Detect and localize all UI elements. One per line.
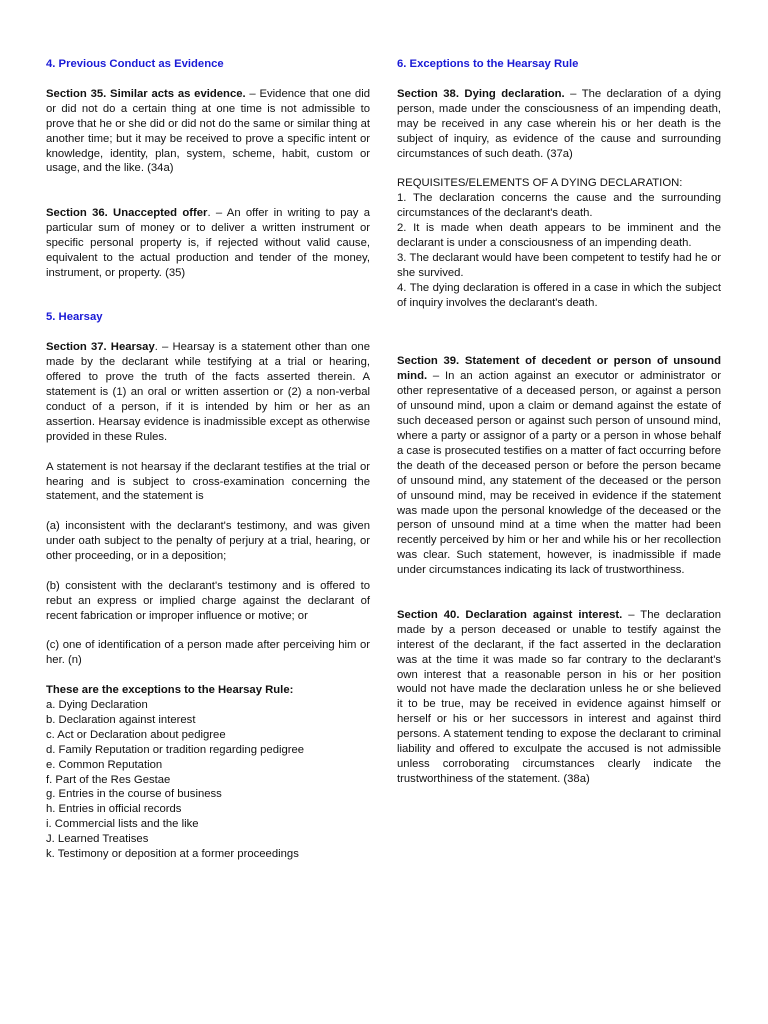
list-item: e. Common Reputation [46,758,163,771]
list-item: g. Entries in the course of business [46,788,222,801]
item-a: (a) inconsistent with the declarant's testimony, and was given under oath subject to the penalty of perjury at a trial, hearing, or other proceeding, or in a deposition; [46,520,370,563]
heading-exceptions: 6. Exceptions to the Hearsay Rule [397,58,579,70]
list-item: i. Commercial lists and the like [46,818,199,831]
section-39 [397,354,721,578]
section-39-text: – In an action against an executor or administrator or other representative of a deceased person, or against a person of unsound mind, upon a claim or demand against the estate of such deceased person or against such person of unsound mind, where a party or assignor of a party or a person in whose behalf a case is prosecuted testifies on a matter of fact occurring before the death of the deceased person or before the person became of unsound mind, any statement of the deceased or the person of unsound mind, may be received in evidence if the statement was made upon the personal knowledge of the deceased or the person of unsound mind at a time when the matter had been recently perceived by him or her and while his or her recollection was clear. Such statement, however, is inadmissible if made under circumstances indicating its lack of trustworthiness. [397,370,722,577]
section-39-title: Section 39. Statement of decedent or person of unsound mind. [397,355,721,383]
section-36-text: . – An offer in writing to pay a particular sum of money or to deliver a written instrument or specific personal property is, if rejected without valid cause, equivalent to the actual production and tender of the money, instrument, or property. (35) [46,207,371,279]
section-37-text: . – Hearsay is a statement other than one made by the declarant while testifying at a trial or hearing, offered to prove the truth of the facts asserted therein. A statement is (1) an oral or written assertion or (2) a non-verbal conduct of a person, if it is intended by him or her as an assertion. Hearsay evidence is inadmissible except as otherwise provided in these Rules. [46,341,370,443]
section-36-title: Section 36. Unaccepted offer [46,207,208,220]
section-40-title: Section 40. Declaration against interest. [397,608,623,621]
heading-hearsay: 5. Hearsay [46,311,103,324]
item-b: (b) consistent with the declarant's testimony and is offered to rebut an express or implied charge against the declarant of recent fabrication or improper influence or motive; or [46,579,370,622]
list-item: a. Dying Declaration [46,699,148,712]
list-item: h. Entries in official records [46,803,182,816]
right-column [397,57,721,787]
section-38 [397,87,721,162]
section-38-text: – The declaration of a dying person, made under the consciousness of an impending death, may be received in any case wherein his or her death is the subject of inquiry, as evidence of the cause and surrounding circumstances of such death. (37a) [397,87,721,160]
not-hearsay-paragraph: A statement is not hearsay if the declarant testifies at the trial or hearing and is subject to cross-examination concerning the statement, and the statement is [46,460,370,503]
list-item: 4. The dying declaration is offered in a case in which the subject of inquiry involves the declarant's death. [397,281,721,309]
list-item: k. Testimony or deposition at a former proceedings [46,848,299,861]
list-item: 3. The declarant would have been competent to testify had he or she survived. [397,251,721,279]
list-item: f. Part of the Res Gestae [46,773,171,786]
section-40 [397,608,721,787]
section-37-title: Section 37. Hearsay [46,341,155,354]
section-37 [46,340,370,444]
section-35-title: Section 35. Similar acts as evidence. [46,87,246,100]
requisites-title: REQUISITES/ELEMENTS OF A DYING DECLARATION: [397,177,683,190]
exceptions-list [46,698,370,862]
section-38-title: Section 38. Dying declaration. [397,87,565,100]
list-item: J. Learned Treatises [46,833,149,846]
section-35-text: – Evidence that one did or did not do a certain thing at one time is not admissible to prove that he or she did or did not do the same or similar thing at another time; but it may be received to prove a specific intent or knowledge, identity, plan, system, scheme, habit, custom or usage, and the like. (34a) [46,87,371,175]
heading-previous-conduct: 4. Previous Conduct as Evidence [46,58,224,70]
left-column [46,57,370,862]
list-item: 1. The declaration concerns the cause and the surrounding circumstances of the declarant's death. [397,192,721,220]
section-40-text: – The declaration made by a person deceased or unable to testify against the interest of the declarant, if the fact asserted in the declaration was at the time it was made so far contrary to the declarant's own interest that a reasonable person in his or her position would not have made the declaration unless he or she believed it to be true, may be received in evidence against himself or herself or his or her successors in interest and against third persons. A statement tending to expose the declarant to criminal liability and offered to exculpate the accused is not admissible unless corroborating circumstances clearly indicate the trustworthiness of the statement. (38a) [397,608,721,785]
list-item: d. Family Reputation or tradition regarding pedigree [46,743,305,756]
list-item: b. Declaration against interest [46,713,196,726]
list-item: c. Act or Declaration about pedigree [46,728,226,741]
item-c: (c) one of identification of a person made after perceiving him or her. (n) [46,639,370,667]
section-36 [46,206,370,281]
requisites-list [397,191,721,310]
exceptions-title: These are the exceptions to the Hearsay Rule: [46,684,294,697]
section-35 [46,87,370,176]
list-item: 2. It is made when death appears to be imminent and the declarant is under a consciousness of an impending death. [397,222,721,249]
